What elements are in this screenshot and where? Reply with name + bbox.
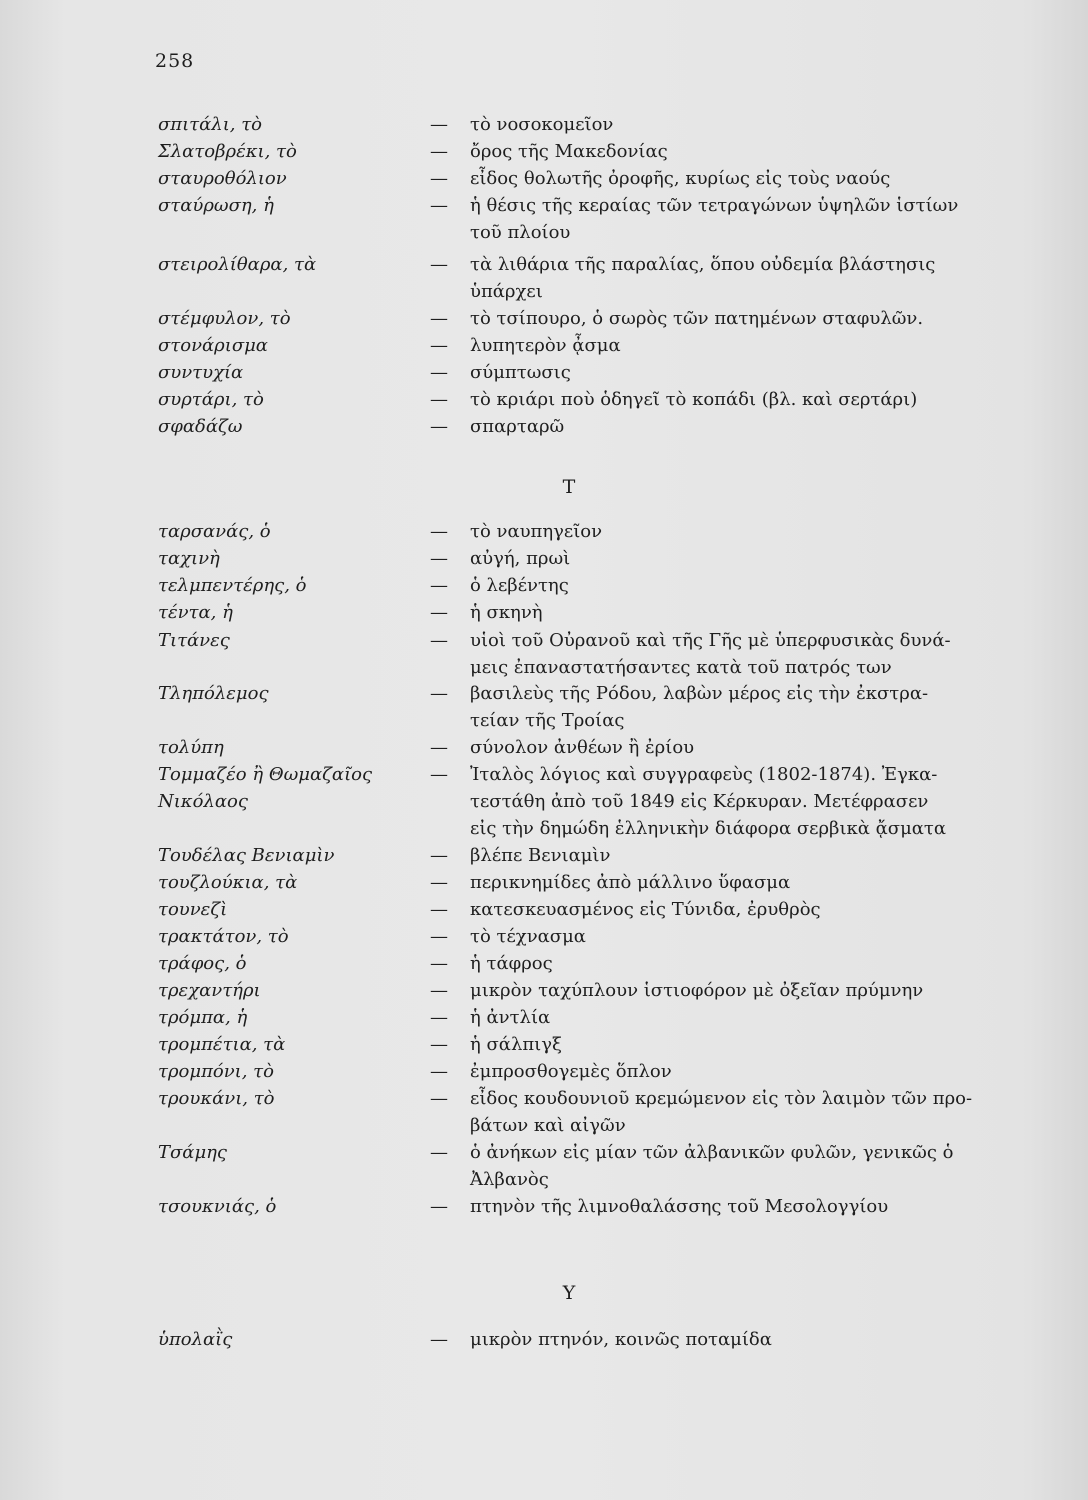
entry-term-line: στειρολίθαρα, τὰ <box>158 254 317 275</box>
entry-definition-line: μικρὸν πτηνόν, κοινῶς ποταμίδα <box>470 1329 772 1350</box>
entry-term-line: Σλατοβρέκι, τὸ <box>158 141 297 162</box>
entry-term <box>158 518 428 545</box>
entry-definition-line: ὁ λεβέντης <box>470 575 569 596</box>
entry-term <box>158 680 428 707</box>
entry-dash: — <box>430 389 448 410</box>
entry-term <box>158 977 428 1004</box>
entry-dash: — <box>430 1034 448 1055</box>
entry-term-line: συντυχία <box>158 362 244 383</box>
entry-definition-line: πτηνὸν τῆς λιμνοθαλάσσης τοῦ Μεσολογγίου <box>470 1196 889 1217</box>
entry-term <box>158 1058 428 1085</box>
entry-dash: — <box>430 953 448 974</box>
entry-definition-line: εἶδος θολωτῆς ὀροφῆς, κυρίως εἰς τοὺς ναούς <box>470 168 891 189</box>
entry-definition-line: σύνολον ἀνθέων ἢ ἐρίου <box>470 737 695 758</box>
entry-term-line: σταυροθόλιον <box>158 168 287 189</box>
entry-term-line: τουνεζὶ <box>158 899 228 920</box>
entry-term-line: τρομπόνι, τὸ <box>158 1061 274 1082</box>
entry-term-line: τρουκάνι, τὸ <box>158 1088 275 1109</box>
entry-definition <box>470 627 990 681</box>
entry-term <box>158 111 428 138</box>
entry-definition <box>470 386 990 413</box>
entry-definition <box>470 680 990 734</box>
entry-term <box>158 896 428 923</box>
entry-definition-line: τὸ νοσοκομεῖον <box>470 114 614 135</box>
entry-definition <box>470 950 990 977</box>
entry-definition <box>470 192 990 246</box>
entry-term <box>158 734 428 761</box>
entry-definition <box>470 869 990 896</box>
entry-term-line: τρεχαντήρι <box>158 980 261 1001</box>
entry-dash: — <box>430 195 448 216</box>
entry-term <box>158 251 428 278</box>
entry-dash: — <box>430 602 448 623</box>
entry-term <box>158 869 428 896</box>
entry-term-line: Τληπόλεμος <box>158 683 269 704</box>
entry-term <box>158 305 428 332</box>
entry-dash: — <box>430 308 448 329</box>
entry-definition <box>470 1139 990 1193</box>
entry-term-line: τολύπη <box>158 737 224 758</box>
section-heading-y: Υ <box>562 1282 576 1304</box>
entry-term-line: τράφος, ὁ <box>158 953 247 974</box>
entry-definition <box>470 1326 990 1353</box>
entry-term-line: τσουκνιάς, ὁ <box>158 1196 277 1217</box>
entry-definition <box>470 359 990 386</box>
entry-term <box>158 165 428 192</box>
entry-dash: — <box>430 845 448 866</box>
entry-definition <box>470 1193 990 1220</box>
entry-definition-line: τὸ τέχνασμα <box>470 926 586 947</box>
entry-dash: — <box>430 1061 448 1082</box>
entry-term <box>158 1326 428 1353</box>
entry-term-line: στονάρισμα <box>158 335 268 356</box>
entry-definition-line: εἶδος κουδουνιοῦ κρεμώμενον εἰς τὸν λαιμὸν τῶν προ- <box>470 1088 973 1109</box>
entry-definition <box>470 842 990 869</box>
entry-dash: — <box>430 141 448 162</box>
entry-dash: — <box>430 1088 448 1109</box>
entry-dash: — <box>430 1007 448 1028</box>
entry-dash: — <box>430 362 448 383</box>
entry-term-line: τελμπεντέρης, ὁ <box>158 575 307 596</box>
entry-definition <box>470 923 990 950</box>
entry-definition <box>470 734 990 761</box>
entry-definition-line: ἡ σάλπιγξ <box>470 1034 562 1055</box>
entry-term <box>158 192 428 219</box>
entry-definition <box>470 138 990 165</box>
entry-definition-line: τείαν τῆς Τροίας <box>470 710 625 731</box>
entry-term-line: σφαδάζω <box>158 416 243 437</box>
entry-dash: — <box>430 764 448 785</box>
entry-dash: — <box>430 1196 448 1217</box>
entry-dash: — <box>430 168 448 189</box>
entry-term <box>158 1031 428 1058</box>
entry-definition-line: Ἰταλὸς λόγιος καὶ συγγραφεὺς (1802-1874). Ἐγκα- <box>470 764 938 785</box>
entry-dash: — <box>430 254 448 275</box>
entry-definition-line: τεστάθη ἀπὸ τοῦ 1849 εἰς Κέρκυραν. Μετέφρασεν <box>470 791 929 812</box>
entry-definition-line: ἡ θέσις τῆς κεραίας τῶν τετραγώνων ὑψηλῶν ἱστίων <box>470 195 959 216</box>
entry-definition-line: εἰς τὴν δημώδη ἑλληνικὴν διάφορα σερβικὰ ᾄσματα <box>470 818 947 839</box>
entry-dash: — <box>430 1329 448 1350</box>
entry-term <box>158 599 428 626</box>
entry-term <box>158 332 428 359</box>
entry-term-line: Τομμαζέο ἢ Θωμαζαῖος <box>158 764 373 785</box>
page-number: 258 <box>155 50 195 72</box>
entry-term <box>158 359 428 386</box>
entry-definition-line: τὸ τσίπουρο, ὁ σωρὸς τῶν πατημένων σταφυλῶν. <box>470 308 924 329</box>
entry-definition <box>470 1085 990 1139</box>
entry-term-line: στέμφυλον, τὸ <box>158 308 291 329</box>
entry-term-line: τουζλούκια, τὰ <box>158 872 298 893</box>
entry-definition-line: ἡ σκηνὴ <box>470 602 543 623</box>
entry-term <box>158 1193 428 1220</box>
entry-term-line: τρομπέτια, τὰ <box>158 1034 286 1055</box>
entry-term-line: Τουδέλας Βενιαμὶν <box>158 845 335 866</box>
entry-dash: — <box>430 872 448 893</box>
entry-definition <box>470 332 990 359</box>
entry-definition-line: σπαρταρῶ <box>470 416 565 437</box>
entry-term <box>158 1004 428 1031</box>
entry-dash: — <box>430 737 448 758</box>
entry-dash: — <box>430 1142 448 1163</box>
entry-definition-line: αὐγή, πρωὶ <box>470 548 571 569</box>
entry-definition <box>470 1004 990 1031</box>
entry-term-line: Τσάμης <box>158 1142 228 1163</box>
entry-definition-line: περικνημίδες ἀπὸ μάλλινο ὕφασμα <box>470 872 791 893</box>
entry-dash: — <box>430 521 448 542</box>
entry-definition-line: βλέπε Βενιαμὶν <box>470 845 611 866</box>
entry-dash: — <box>430 683 448 704</box>
entry-definition <box>470 413 990 440</box>
entry-definition <box>470 305 990 332</box>
entry-definition-line: Ἀλβανὸς <box>470 1169 549 1190</box>
entry-dash: — <box>430 980 448 1001</box>
entry-definition-line: τὸ ναυπηγεῖον <box>470 521 603 542</box>
section-heading-t: Τ <box>562 476 576 498</box>
entry-term-line: Τιτάνες <box>158 630 230 651</box>
entry-term-line: ταχινὴ <box>158 548 220 569</box>
entry-definition-line: κατεσκευασμένος εἰς Τύνιδα, ἐρυθρὸς <box>470 899 821 920</box>
entry-definition-line: μικρὸν ταχύπλουν ἱστιοφόρον μὲ ὀξεῖαν πρύμνην <box>470 980 924 1001</box>
entry-term-line: Νικόλαος <box>158 791 248 812</box>
entry-term-line: τρακτάτον, τὸ <box>158 926 289 947</box>
entry-definition-line: σύμπτωσις <box>470 362 571 383</box>
entry-definition <box>470 896 990 923</box>
entry-definition-line: τὸ κριάρι ποὺ ὁδηγεῖ τὸ κοπάδι (βλ. καὶ σερτάρι) <box>470 389 918 410</box>
entry-definition-line: βάτων καὶ αἰγῶν <box>470 1115 626 1136</box>
entry-term <box>158 138 428 165</box>
entry-dash: — <box>430 114 448 135</box>
entry-definition <box>470 1058 990 1085</box>
entry-term-line: σταύρωση, ἡ <box>158 195 274 216</box>
entry-term <box>158 761 428 815</box>
entry-definition <box>470 251 990 305</box>
entry-definition <box>470 977 990 1004</box>
entry-term <box>158 950 428 977</box>
entry-definition-line: ἐμπροσθογεμὲς ὅπλον <box>470 1061 672 1082</box>
entry-definition <box>470 111 990 138</box>
entry-dash: — <box>430 335 448 356</box>
entry-dash: — <box>430 416 448 437</box>
entry-definition <box>470 1031 990 1058</box>
entry-term-line: ὑπολαῒς <box>158 1329 233 1350</box>
entry-dash: — <box>430 548 448 569</box>
entry-term-line: τρόμπα, ἡ <box>158 1007 248 1028</box>
entry-term-line: συρτάρι, τὸ <box>158 389 264 410</box>
entry-term <box>158 545 428 572</box>
entry-term <box>158 413 428 440</box>
entry-definition <box>470 761 990 842</box>
entry-definition-line: τοῦ πλοίου <box>470 222 571 243</box>
entry-definition-line: υἱοὶ τοῦ Οὐρανοῦ καὶ τῆς Γῆς μὲ ὑπερφυσικὰς δυνά- <box>470 630 951 651</box>
entry-definition <box>470 572 990 599</box>
entry-definition-line: ὁ ἀνήκων εἰς μίαν τῶν ἀλβανικῶν φυλῶν, γενικῶς ὁ <box>470 1142 954 1163</box>
entry-definition-line: μεις ἐπαναστατήσαντες κατὰ τοῦ πατρός των <box>470 657 892 678</box>
entry-definition-line: ὑπάρχει <box>470 281 543 302</box>
entry-definition <box>470 599 990 626</box>
entry-dash: — <box>430 575 448 596</box>
entry-definition-line: βασιλεὺς τῆς Ρόδου, λαβὼν μέρος εἰς τὴν ἐκστρα- <box>470 683 929 704</box>
entry-term <box>158 842 428 869</box>
entry-term-line: σπιτάλι, τὸ <box>158 114 262 135</box>
entry-term-line: τέντα, ἡ <box>158 602 233 623</box>
entry-dash: — <box>430 630 448 651</box>
entry-term <box>158 572 428 599</box>
entry-definition-line: ὄρος τῆς Μακεδονίας <box>470 141 668 162</box>
entry-term <box>158 386 428 413</box>
entry-dash: — <box>430 926 448 947</box>
entry-term-line: ταρσανάς, ὁ <box>158 521 271 542</box>
entry-term <box>158 1085 428 1112</box>
entry-definition <box>470 518 990 545</box>
entry-dash: — <box>430 899 448 920</box>
entry-definition-line: τὰ λιθάρια τῆς παραλίας, ὅπου οὐδεμία βλάστησις <box>470 254 936 275</box>
entry-term <box>158 923 428 950</box>
entry-definition-line: ἡ τάφρος <box>470 953 553 974</box>
entry-definition-line: ἡ ἀντλία <box>470 1007 551 1028</box>
entry-term <box>158 1139 428 1166</box>
entry-definition-line: λυπητερὸν ᾆσμα <box>470 335 621 356</box>
entry-term <box>158 627 428 654</box>
entry-definition <box>470 165 990 192</box>
entry-definition <box>470 545 990 572</box>
